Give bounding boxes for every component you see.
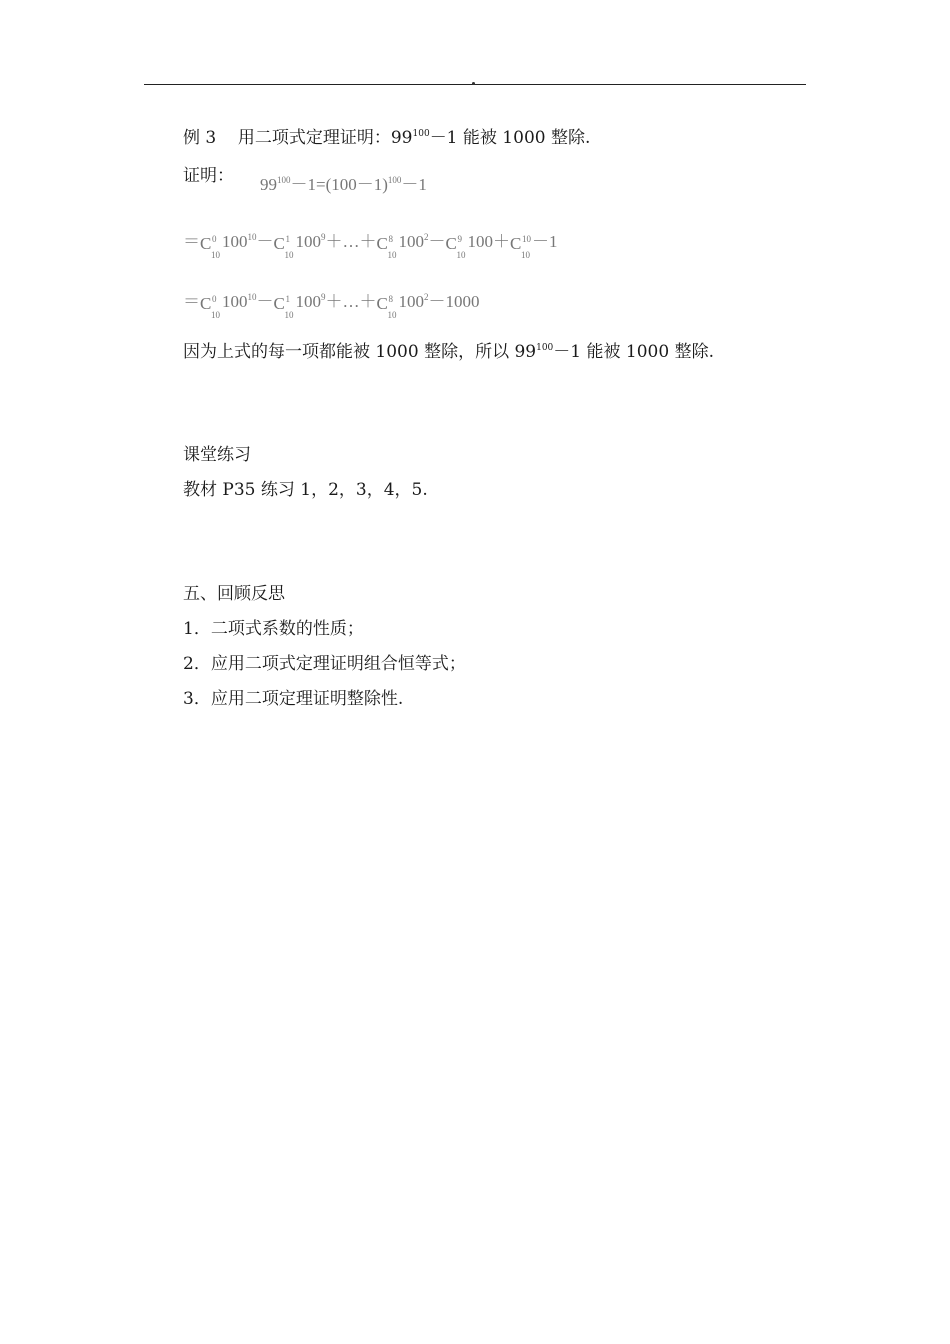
- review-heading: 五、回顾反思: [183, 584, 285, 604]
- proof-conclusion: 因为上式的每一项都能被 1000 整除，所以 $99^{100}-1$ 能被 1000 整除.: [183, 342, 714, 362]
- review-item-2: 2．应用二项式定理证明组合恒等式；: [183, 654, 466, 674]
- binomial-coefficient: C 0 10: [200, 234, 220, 261]
- binomial-coefficient: C 8 10: [376, 294, 397, 321]
- review-item-3: 3．应用二项定理证明整除性.: [183, 689, 404, 709]
- header-rule: [144, 84, 806, 85]
- binomial-coefficient: C 1 10: [273, 294, 294, 321]
- proof-label: 证明：: [183, 166, 234, 186]
- example-text-after: －1 能被 1000 整除.: [429, 128, 591, 148]
- example-exponent: 100: [412, 129, 430, 139]
- binomial-coefficient: C 9 10: [445, 234, 466, 261]
- example-statement: [183, 127, 590, 149]
- proof-line-1: $99^{100}-1=(100-1)^{100}-1$: [260, 175, 427, 194]
- review-item-1: 1．二项式系数的性质；: [183, 619, 364, 639]
- binomial-coefficient: C 0 10: [200, 294, 220, 321]
- example-label: 例 3: [183, 128, 217, 148]
- proof-line-2: ＝ C 0 10 $100^{10}-$ C 1 10 $100^9+\dots+$ C 8 10 $100^2-$ C 9 10 100＋ C 10 10 －1: [183, 232, 558, 261]
- practice-text: 教材 P35 练习 1，2，3，4，5.: [183, 480, 428, 500]
- binomial-coefficient: C 1 10: [273, 234, 294, 261]
- binomial-coefficient: C 10 10: [510, 234, 531, 261]
- proof-line-3: ＝ C 0 10 $100^{10}-$ C 1 10 $100^9+\dots+$ C 8 10 $100^2-1000$: [183, 292, 480, 321]
- binomial-coefficient: C 8 10: [376, 234, 397, 261]
- example-text-before: 用二项式定理证明：99: [237, 128, 413, 148]
- practice-heading: 课堂练习: [183, 445, 251, 465]
- header-dot: [472, 82, 475, 85]
